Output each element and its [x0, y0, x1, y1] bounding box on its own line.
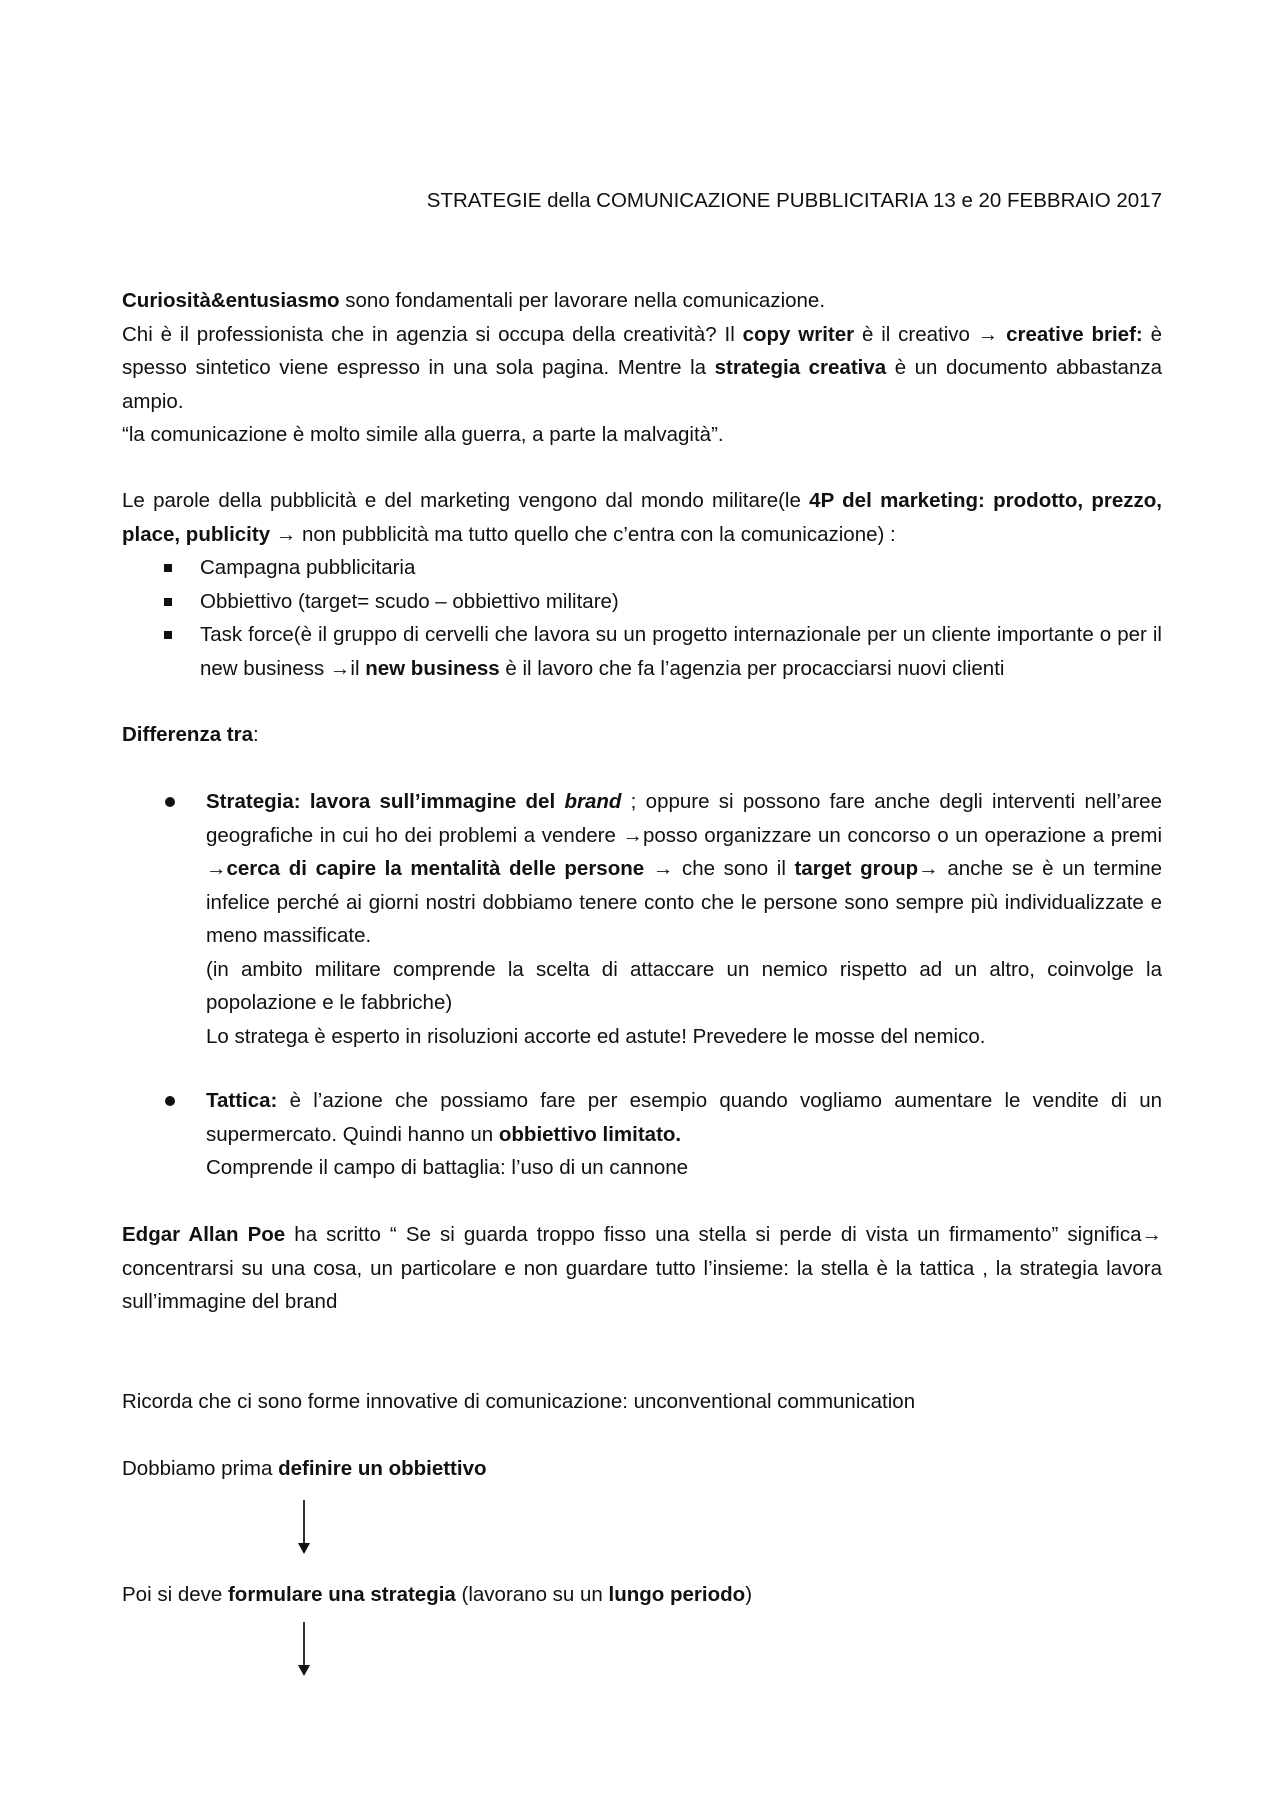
text-span: che sono il — [673, 857, 795, 880]
text-span: (lavorano su un — [455, 1583, 609, 1606]
bold-text: Differenza tra — [122, 723, 254, 746]
bold-text: Edgar Allan Poe — [122, 1223, 286, 1246]
differenza-heading — [122, 718, 1162, 752]
bold-text: 4P del marketing: prodotto, prezzo, place, publicity — [122, 489, 1162, 546]
text-span: Le parole della pubblicità e del marketing vengono dal mondo militare(le — [122, 489, 810, 512]
text-span: posso organizzare un concorso o un operazione a premi — [642, 823, 1163, 847]
round-bullet-icon — [165, 797, 175, 807]
quote-text: “la comunicazione è molto simile alla guerra, a parte la malvagità”. — [122, 423, 724, 446]
arrow-right-icon: → — [275, 522, 297, 546]
down-arrow-icon — [297, 1622, 311, 1677]
text-span: ; oppure si possono fare anche degli interventi nell’aree geografiche in cui ho dei problemi a vendere — [206, 790, 1162, 847]
arrow-right-icon: → — [652, 857, 674, 880]
list-item-text: Obbiettivo (target= scudo – obbiettivo militare) — [200, 589, 619, 613]
square-bullet-icon — [164, 631, 172, 639]
bold-text: Curiosità&entusiasmo — [122, 289, 340, 312]
bold-text: target group — [794, 857, 919, 880]
tattica-list — [122, 1084, 1162, 1185]
bold-text: copy writer — [742, 322, 855, 346]
text-span: è un documento abbastanza ampio. — [122, 356, 1162, 413]
military-terms-list — [122, 551, 1162, 685]
arrow-right-icon: → — [977, 322, 999, 346]
list-item-strategia — [122, 785, 1162, 1053]
intro-paragraph — [122, 284, 1162, 452]
bold-text: Strategia: lavora sull’immagine del — [206, 790, 565, 813]
list-item-text: Campagna pubblicitaria — [200, 556, 416, 579]
strategia-list — [122, 785, 1162, 1053]
square-bullet-icon — [164, 598, 172, 606]
text-span: ha scritto “ Se si guarda troppo fisso una stella si perde di vista un firmamento” significa — [285, 1223, 1142, 1246]
bold-text: new business — [365, 656, 500, 680]
step-formulate-strategy — [122, 1578, 1162, 1612]
list-item — [122, 551, 1162, 585]
text-span: Comprende il campo di battaglia: l’uso di un cannone — [206, 1156, 689, 1179]
text-span: è il creativo — [854, 322, 978, 346]
bold-text: formulare una strategia — [227, 1583, 456, 1606]
text-span: anche se è un termine infelice perché ai giorni nostri dobbiamo tenere conto che le persone sono sempre più individualizzate e meno massificate. — [206, 857, 1163, 947]
bold-text: lungo periodo — [608, 1583, 746, 1606]
arrow-right-icon: → — [206, 857, 227, 880]
bold-text: strategia creativa — [714, 356, 887, 379]
text-span: (in ambito militare comprende la scelta di attaccare un nemico rispetto ad un altro, coinvolge la popolazione e le fabbriche) — [206, 957, 1162, 1014]
bold-text: Tattica: — [206, 1089, 278, 1112]
down-arrow-icon — [297, 1500, 311, 1555]
bold-text: obbiettivo limitato. — [498, 1122, 682, 1146]
text-span: Lo stratega è esperto in risoluzioni accorte ed astute! Prevedere le mosse del nemico. — [206, 1024, 986, 1048]
text-span: Task force(è il gruppo di cervelli che lavora su un progetto internazionale per un cliente importante o per il new business — [200, 623, 1162, 680]
arrow-right-icon: → — [1141, 1223, 1162, 1246]
text-span: : — [253, 723, 259, 746]
arrow-right-icon: → — [918, 857, 939, 880]
text-span: è il lavoro che fa l’agenzia per procacciarsi nuovi clienti — [499, 656, 1005, 680]
text-span: è spesso sintetico viene espresso in una sola pagina. Mentre la — [122, 322, 1162, 379]
text-span: Chi è il professionista che in agenzia si occupa della creatività? Il — [122, 322, 743, 346]
square-bullet-icon — [164, 564, 172, 572]
round-bullet-icon — [165, 1096, 175, 1106]
ricorda-paragraph: Ricorda che ci sono forme innovative di comunicazione: unconventional communication — [122, 1390, 916, 1413]
bold-text: cerca di capire la mentalità delle persone — [226, 857, 645, 880]
poe-paragraph — [122, 1218, 1162, 1319]
text-span: non pubblicità ma tutto quello che c’entra con la comunicazione) : — [296, 522, 896, 546]
bold-italic-text: brand — [564, 790, 622, 813]
bold-text: definire un obbiettivo — [278, 1457, 487, 1480]
military-paragraph — [122, 484, 1162, 551]
text-span: il — [350, 656, 366, 680]
arrow-right-icon: → — [329, 656, 351, 680]
text-span: sono fondamentali per lavorare nella comunicazione. — [339, 289, 826, 312]
text-span: ) — [745, 1583, 753, 1606]
text-span: Poi si deve — [122, 1583, 228, 1606]
list-item — [122, 618, 1162, 685]
arrow-right-icon: → — [622, 823, 643, 847]
bold-text: creative brief: — [1006, 322, 1143, 346]
text-span: Dobbiamo prima — [122, 1457, 279, 1480]
text-span: concentrarsi su una cosa, un particolare e non guardare tutto l’insieme: la stella è la tattica , la strategia lavora sull’immagine del brand — [122, 1256, 1162, 1313]
text-span: è l’azione che possiamo fare per esempio quando vogliamo aumentare le vendite di un supermercato. Quindi hanno un — [206, 1089, 1162, 1146]
document-header: STRATEGIE della COMUNICAZIONE PUBBLICITARIA 13 e 20 FEBBRAIO 2017 — [426, 189, 1162, 212]
list-item-tattica — [122, 1084, 1162, 1185]
step-define-objective — [122, 1452, 1162, 1486]
list-item — [122, 585, 1162, 619]
